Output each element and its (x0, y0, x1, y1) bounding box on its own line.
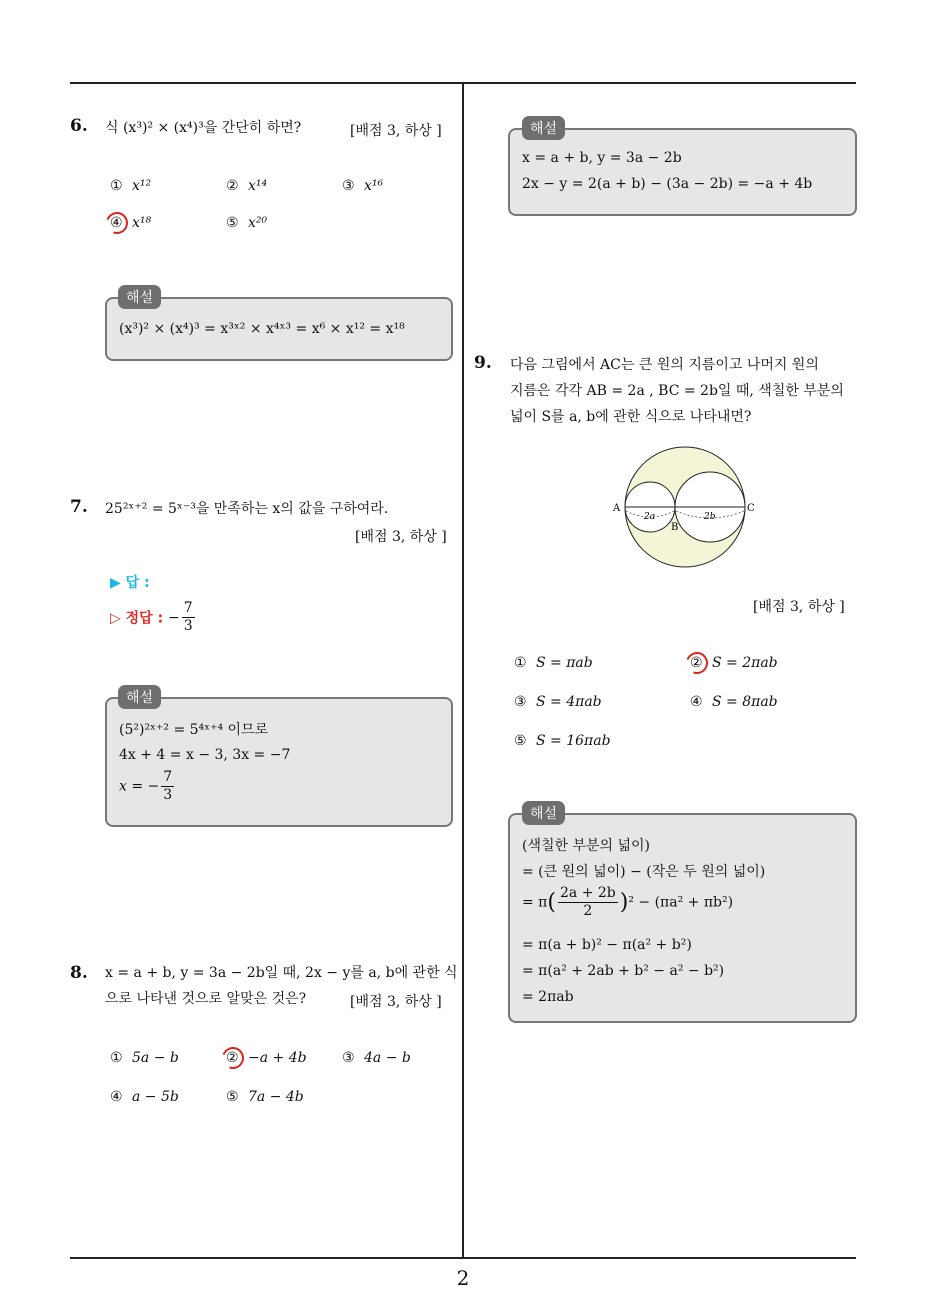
q9-choice-1[interactable]: ① S = πab (514, 655, 593, 671)
q7-solution-line-2: 4x + 4 = x − 3, 3x = −7 (119, 747, 291, 763)
q9-seg-bc: 2b (704, 512, 716, 522)
q9-score: [배점 3, 하상 ] (753, 599, 845, 615)
q8-solution-line-1: x = a + b, y = 3a − 2b (522, 150, 682, 166)
q9-text-line-3: 넓이 S를 a, b에 관한 식으로 나타내면? (510, 409, 752, 425)
q7-score: [배점 3, 하상 ] (355, 529, 447, 545)
q9-number: 9. (474, 353, 492, 373)
q6-solution-tag: 해설 (118, 285, 161, 309)
q7-solution-line-1: (5²)²ˣ⁺² = 5⁴ˣ⁺⁴ 이므로 (119, 722, 269, 738)
q7-solution-line-3: x = − $\frac{7}{3}$ (119, 769, 173, 803)
q7-number: 7. (70, 497, 88, 517)
q7-text: 25²ˣ⁺² = 5ˣ⁻³을 만족하는 x의 값을 구하여라. (105, 501, 389, 517)
q8-choice-3[interactable]: ③ 4a − b (342, 1050, 411, 1066)
q9-solution-tag: 해설 (522, 801, 565, 825)
q9-seg-ab: 2a (644, 512, 656, 522)
q8-choice-2[interactable]: ② −a + 4b (226, 1050, 307, 1066)
q9-choice-4[interactable]: ④ S = 8πab (690, 694, 778, 710)
q9-text-line-1: 다음 그림에서 AC는 큰 원의 지름이고 나머지 원의 (510, 357, 819, 373)
q7-correct-answer: ▷ 정답 : − $\frac{7}{3}$ (110, 600, 197, 635)
q6-choice-3[interactable]: ③ x¹⁶ (342, 178, 384, 194)
q8-score: [배점 3, 하상 ] (350, 994, 442, 1010)
page-number: 2 (456, 1266, 470, 1290)
q9-label-b: B (671, 522, 679, 533)
q6-choice-4[interactable]: ④ x¹⁸ (110, 215, 152, 231)
q6-number: 6. (70, 116, 88, 136)
q9-choice-2[interactable]: ② S = 2πab (690, 655, 778, 671)
q6-text: 식 (x³)² × (x⁴)³을 간단히 하면? (105, 120, 302, 136)
q8-text-line-2: 으로 나타낸 것으로 알맞은 것은? (105, 991, 307, 1007)
q6-selected-mark (102, 208, 131, 237)
q8-choice-1[interactable]: ① 5a − b (110, 1050, 179, 1066)
q9-solution-line-1: (색칠한 부분의 넓이) (522, 838, 651, 854)
bottom-rule (70, 1257, 856, 1259)
q9-text-line-2: 지름은 각각 AB = 2a , BC = 2b일 때, 색칠한 부분의 (510, 383, 844, 399)
q9-solution-line-4: = π(a + b)² − π(a² + b²) (522, 937, 692, 953)
q9-choice-3[interactable]: ③ S = 4πab (514, 694, 602, 710)
q6-score: [배점 3, 하상 ] (350, 123, 442, 139)
q8-text-line-1: x = a + b, y = 3a − 2b일 때, 2x − y를 a, b에 관한 식 (105, 965, 458, 981)
q7-solution-tag: 해설 (118, 685, 161, 709)
q8-number: 8. (70, 963, 88, 983)
q9-choice-5[interactable]: ⑤ S = 16πab (514, 733, 611, 749)
q8-choice-5[interactable]: ⑤ 7a − 4b (226, 1089, 304, 1105)
q8-selected-mark (218, 1043, 247, 1072)
q9-label-c: C (747, 503, 755, 514)
q9-solution-line-2: = (큰 원의 넓이) − (작은 두 원의 넓이) (522, 864, 766, 880)
q7-correct-value: − $\frac{7}{3}$ (168, 600, 193, 634)
q8-solution-box (508, 128, 857, 216)
q8-choice-4[interactable]: ④ a − 5b (110, 1089, 179, 1105)
q8-solution-tag: 해설 (522, 116, 565, 140)
q9-label-a: A (613, 503, 621, 514)
q9-selected-mark (682, 648, 711, 677)
q9-circle-figure (605, 445, 765, 570)
q7-solution-box (105, 697, 453, 827)
q6-choice-2[interactable]: ② x¹⁴ (226, 178, 268, 194)
q9-solution-box (508, 813, 857, 1023)
q9-solution-line-3: = π( $\frac{2a + 2b}{2}$ )² − (πa² + πb²) (522, 885, 734, 919)
q7-answer-label: ▶ 답 : (110, 575, 150, 591)
q6-choice-5[interactable]: ⑤ x²⁰ (226, 215, 268, 231)
q6-solution-line-1: (x³)² × (x⁴)³ = x³ˣ² × x⁴ˣ³ = x⁶ × x¹² = x¹⁸ (119, 321, 405, 337)
q8-solution-line-2: 2x − y = 2(a + b) − (3a − 2b) = −a + 4b (522, 176, 813, 192)
column-divider (462, 84, 464, 1258)
q6-choice-1[interactable]: ① x¹² (110, 178, 152, 194)
q9-solution-line-5: = π(a² + 2ab + b² − a² − b²) (522, 963, 725, 979)
q9-solution-line-6: = 2πab (522, 989, 574, 1005)
